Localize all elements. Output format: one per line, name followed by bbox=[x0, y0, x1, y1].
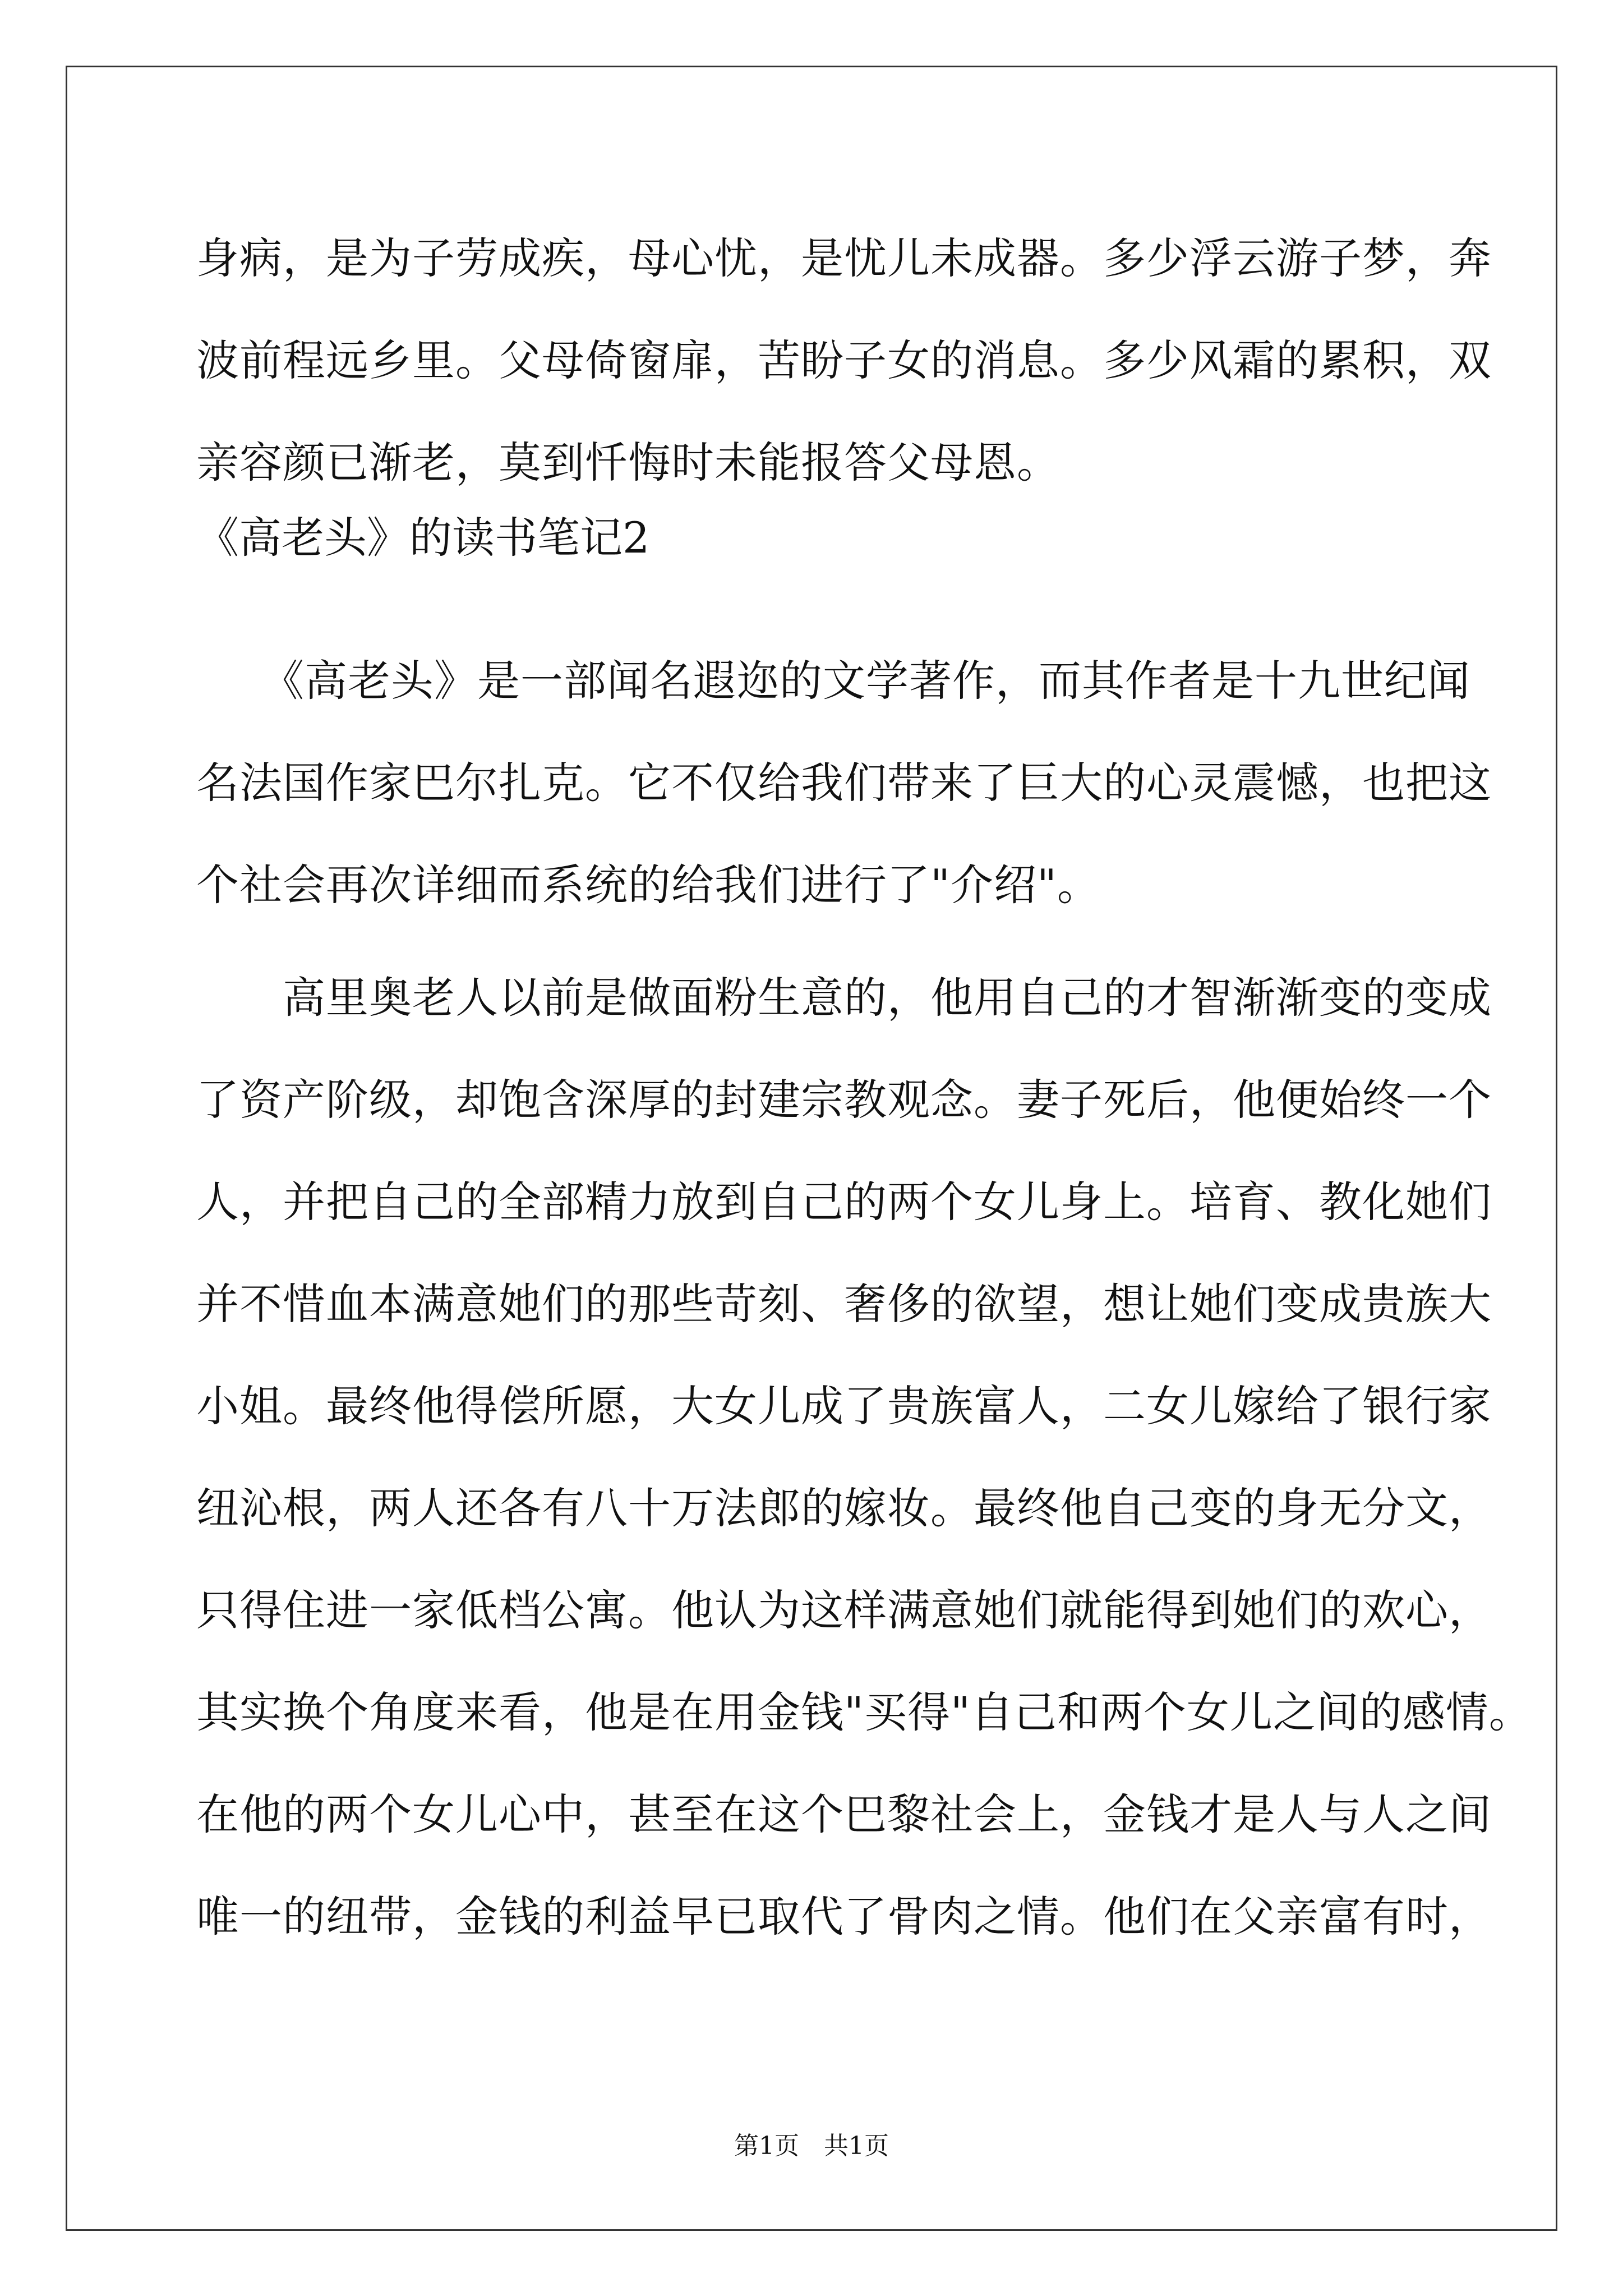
paragraph-2 bbox=[196, 630, 1492, 936]
section-heading: 《高老头》的读书笔记2 bbox=[196, 513, 650, 563]
paragraph-line: 在他的两个女儿心中，甚至在这个巴黎社会上，金钱才是人与人之间 bbox=[196, 1789, 1492, 1839]
paragraph-line: 唯一的纽带，金钱的利益早已取代了骨肉之情。他们在父亲富有时， bbox=[196, 1892, 1492, 1941]
paragraph-line: 了资产阶级，却饱含深厚的封建宗教观念。妻子死后，他便始终一个 bbox=[196, 1075, 1492, 1125]
paragraph-line: 只得住进一家低档公寓。他认为这样满意她们就能得到她们的欢心， bbox=[196, 1585, 1492, 1635]
paragraph-line: 并不惜血本满意她们的那些苛刻、奢侈的欲望，想让她们变成贵族大 bbox=[196, 1279, 1492, 1329]
paragraph-3 bbox=[196, 947, 1532, 1968]
paragraph-1 bbox=[196, 208, 1492, 514]
paragraph-line: 高里奥老人以前是做面粉生意的，他用自己的才智渐渐变的变成 bbox=[196, 973, 1492, 1023]
paragraph-line: 《高老头》是一部闻名遐迩的文学著作，而其作者是十九世纪闻 bbox=[196, 656, 1470, 706]
paragraph-line: 其实换个角度来看，他是在用金钱"买得"自己和两个女儿之间的感情。 bbox=[196, 1687, 1532, 1737]
paragraph-line: 个社会再次详细而系统的给我们进行了"介绍"。 bbox=[196, 860, 1100, 910]
paragraph-line: 小姐。最终他得偿所愿，大女儿成了贵族富人，二女儿嫁给了银行家 bbox=[196, 1381, 1492, 1431]
paragraph-line: 波前程远乡里。父母倚窗扉，苦盼子女的消息。多少风霜的累积，双 bbox=[196, 335, 1492, 385]
paragraph-line: 亲容颜已渐老，莫到忏悔时未能报答父母恩。 bbox=[196, 438, 1060, 487]
page-number-footer: 第1页 共1页 bbox=[734, 2132, 889, 2160]
paragraph-line: 身病，是为子劳成疾，母心忧，是忧儿未成器。多少浮云游子梦，奔 bbox=[196, 233, 1492, 283]
paragraph-line: 人，并把自己的全部精力放到自己的两个女儿身上。培育、教化她们 bbox=[196, 1177, 1492, 1227]
paragraph-line: 纽沁根，两人还各有八十万法郎的嫁妆。最终他自己变的身无分文， bbox=[196, 1483, 1492, 1533]
paragraph-line: 名法国作家巴尔扎克。它不仅给我们带来了巨大的心灵震憾，也把这 bbox=[196, 758, 1492, 808]
